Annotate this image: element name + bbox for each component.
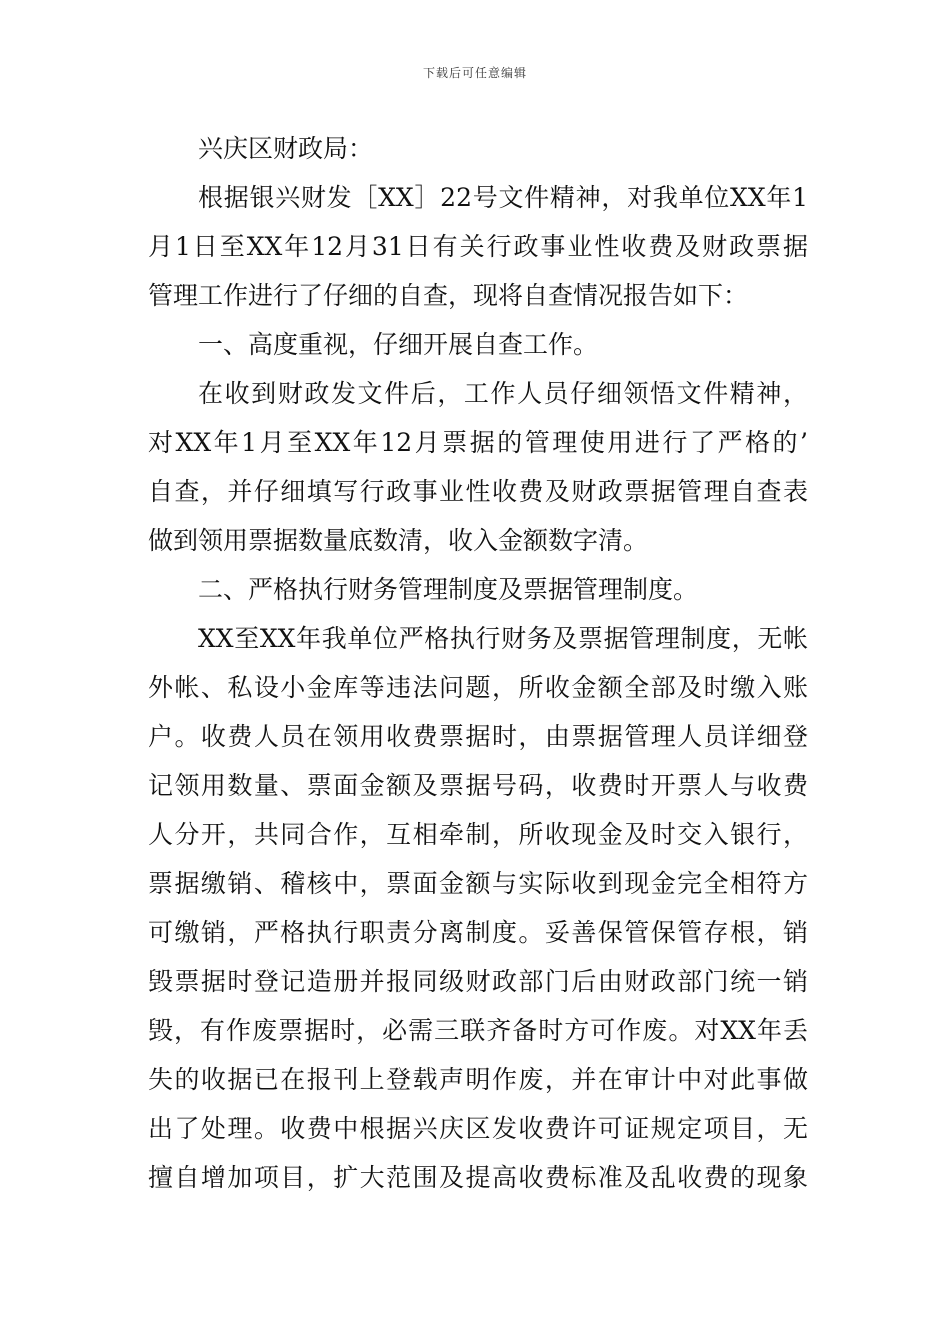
paragraph-line: XX至XX年我单位严格执行财务及票据管理制度，无帐: [198, 624, 808, 653]
paragraph-line: 可缴销，严格执行职责分离制度。妥善保管保管存根，销: [148, 918, 808, 947]
document-body: [148, 124, 808, 1202]
paragraph-line: 自查，并仔细填写行政事业性收费及财政票据管理自查表: [148, 477, 808, 506]
section-heading-2: 二、严格执行财务管理制度及票据管理制度。: [198, 575, 699, 604]
paragraph-line: 管理工作进行了仔细的自查，现将自查情况报告如下：: [148, 281, 749, 310]
paragraph-line: 月1日至XX年12月31日有关行政事业性收费及财政票据: [148, 232, 808, 261]
section-heading-1: 一、高度重视，仔细开展自查工作。: [198, 330, 599, 359]
paragraph-line: 对XX年1月至XX年12月票据的管理使用进行了严格的’: [148, 428, 808, 457]
paragraph-line: 失的收据已在报刊上登载声明作废，并在审计中对此事做: [148, 1065, 808, 1094]
paragraph-line: 票据缴销、稽核中，票面金额与实际收到现金完全相符方: [148, 869, 808, 898]
salutation-line: 兴庆区财政局：: [198, 134, 374, 163]
paragraph-line: 毁，有作废票据时，必需三联齐备时方可作废。对XX年丢: [148, 1016, 808, 1045]
paragraph-line: 外帐、私设小金库等违法问题，所收金额全部及时缴入账: [148, 673, 808, 702]
paragraph-line: 户。收费人员在领用收费票据时，由票据管理人员详细登: [148, 722, 808, 751]
paragraph-line: 在收到财政发文件后，工作人员仔细领悟文件精神，: [198, 379, 808, 408]
page-header: 下载后可任意编辑: [422, 66, 527, 80]
paragraph-line: 毁票据时登记造册并报同级财政部门后由财政部门统一销: [148, 967, 808, 996]
paragraph-line: 擅自增加项目，扩大范围及提高收费标准及乱收费的现象: [148, 1163, 808, 1192]
paragraph-line: 出了处理。收费中根据兴庆区发收费许可证规定项目，无: [148, 1114, 808, 1143]
paragraph-line: 人分开，共同合作，互相牵制，所收现金及时交入银行，: [148, 820, 808, 849]
paragraph-line: 记领用数量、票面金额及票据号码，收费时开票人与收费: [148, 771, 808, 800]
paragraph-line: 做到领用票据数量底数清，收入金额数字清。: [148, 526, 649, 555]
paragraph-line: 根据银兴财发［XX］22号文件精神，对我单位XX年1: [198, 183, 808, 212]
